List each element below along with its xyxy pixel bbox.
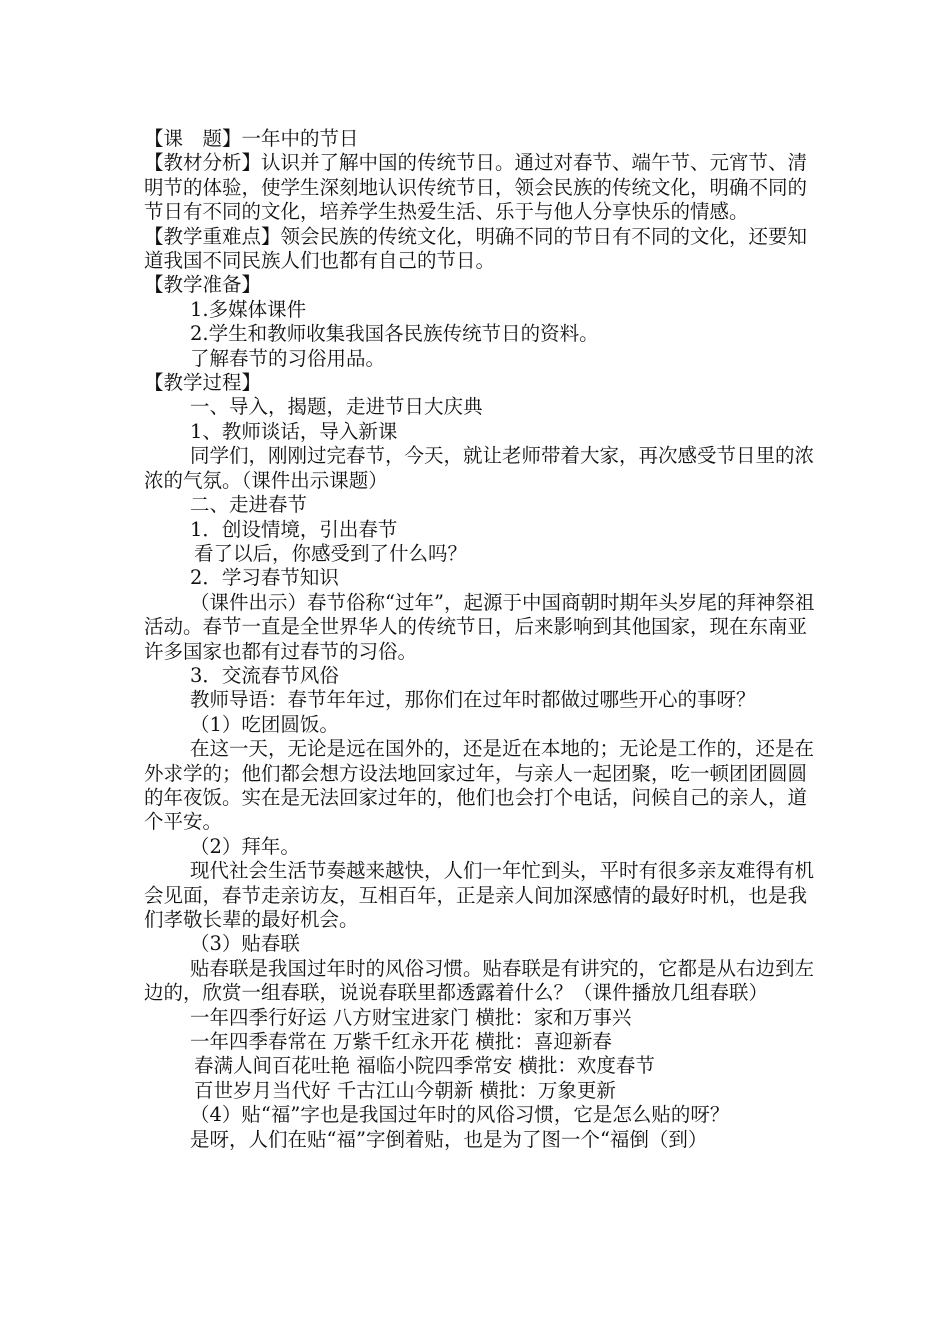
custom-heading: （3）贴春联 bbox=[190, 932, 300, 956]
paragraph: （课件出示）春节俗称“过年”，起源于中国商朝时期年头岁尾的拜神祭祖活动。春节一直是全世界华人的传统节日，后来影响到其他国家，现在东南亚许多国家也都有过春节的习俗。 bbox=[144, 590, 815, 663]
paragraph: 贴春联是我国过年时的风俗习惯。贴春联是有讲究的，它都是从右边到左边的，欣赏一组春联，说说春联里都透露着什么？（课件播放几组春联） bbox=[144, 956, 815, 1005]
preparation-heading: 【教学准备】 bbox=[144, 273, 262, 297]
paragraph: 同学们，刚刚过完春节，今天，就让老师带着大家，再次感受节日里的浓浓的气氛。（课件出示课题） bbox=[144, 444, 815, 492]
subsection-heading: 2．学习春节知识 bbox=[190, 566, 339, 590]
subsection-heading: 1．创设情境，引出春节 bbox=[190, 517, 398, 541]
section-heading: 一、导入，揭题，走进节日大庆典 bbox=[190, 395, 483, 419]
lesson-plan-text bbox=[144, 127, 824, 1152]
process-heading: 【教学过程】 bbox=[144, 371, 262, 395]
custom-heading: （4）贴“福”字也是我国过年时的风俗习惯，它是怎么贴的呀？ bbox=[190, 1103, 730, 1127]
couplet-line: 一年四季行好运 八方财宝进家门 横批：家和万事兴 bbox=[190, 1005, 632, 1029]
key-difficulties: 【教学重难点】领会民族的传统文化，明确不同的节日有不同的文化，还要知道我国不同民族人们也都有自己的节日。 bbox=[144, 224, 808, 273]
material-analysis: 【教材分析】认识并了解中国的传统节日。通过对春节、端午节、元宵节、清明节的体验，使学生深刻地认识传统节日，领会民族的传统文化，明确不同的节日有不同的文化，培养学生热爱生活、乐于与他人分享快乐的情感。 bbox=[144, 151, 808, 224]
subsection-heading: 1、教师谈话，导入新课 bbox=[190, 419, 398, 443]
preparation-item: 2.学生和教师收集我国各民族传统节日的资料。 bbox=[190, 322, 599, 346]
paragraph: 是呀，人们在贴“福”字倒着贴，也是为了图一个“福倒（到） bbox=[190, 1127, 708, 1151]
paragraph: 看了以后，你感受到了什么吗？ bbox=[194, 541, 468, 565]
custom-heading: （1）吃团圆饭。 bbox=[190, 712, 339, 736]
custom-heading: （2）拜年。 bbox=[190, 834, 300, 858]
paragraph: 在这一天，无论是远在国外的，还是近在本地的；无论是工作的，还是在外求学的；他们都会想方设法地回家过年，与亲人一起团聚，吃一顿团团圆圆的年夜饭。实在是无法回家过年的，他们也会打个电话，问候自己的亲人，道个平安。 bbox=[144, 737, 815, 834]
title-line: 【课 题】一年中的节日 bbox=[144, 127, 359, 150]
couplet-line: 春满人间百花吐艳 福临小院四季常安 横批：欢度春节 bbox=[194, 1054, 655, 1078]
couplet-line: 一年四季春常在 万紫千红永开花 横批：喜迎新春 bbox=[190, 1030, 612, 1054]
section-heading: 二、走进春节 bbox=[190, 493, 308, 517]
subsection-heading: 3．交流春节风俗 bbox=[190, 663, 339, 687]
preparation-item: 了解春节的习俗用品。 bbox=[190, 346, 386, 370]
paragraph: 现代社会生活节奏越来越快，人们一年忙到头，平时有很多亲友难得有机会见面，春节走亲访友，互相百年，正是亲人间加深感情的最好时机，也是我们孝敬长辈的最好机会。 bbox=[144, 859, 815, 931]
couplet-line: 百世岁月当代好 千古江山今朝新 横批：万象更新 bbox=[194, 1078, 616, 1102]
paragraph: 教师导语：春节年年过，那你们在过年时都做过哪些开心的事呀？ bbox=[190, 688, 756, 712]
preparation-item: 1.多媒体课件 bbox=[190, 297, 307, 321]
